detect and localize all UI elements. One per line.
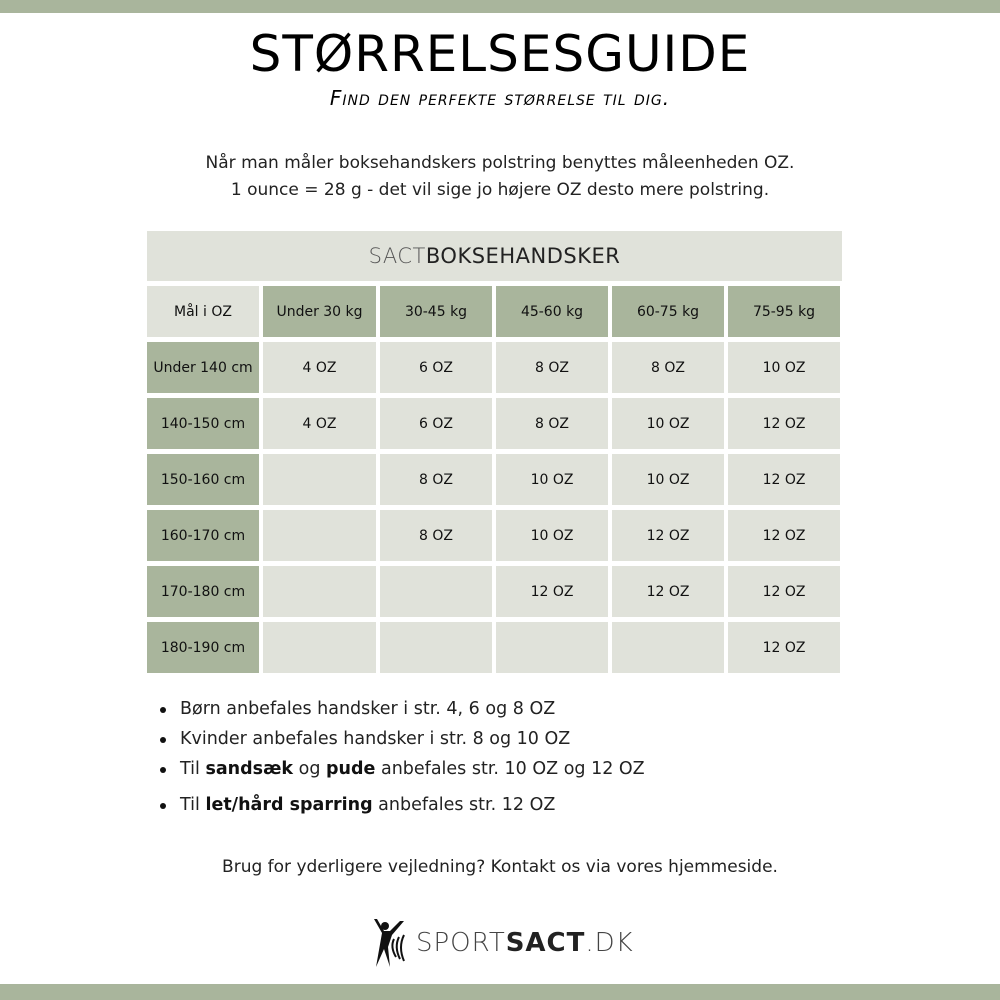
table-title bbox=[147, 231, 842, 281]
table-cell: 8 OZ bbox=[496, 398, 608, 449]
table-cell bbox=[380, 622, 492, 673]
table-cell: 4 OZ bbox=[263, 342, 376, 393]
table-cell bbox=[380, 566, 492, 617]
table-cell: 8 OZ bbox=[612, 342, 724, 393]
table-cell bbox=[263, 566, 376, 617]
list-item: Kvinder anbefales handsker i str. 8 og 10 OZ bbox=[160, 724, 645, 754]
table-cell: 4 OZ bbox=[263, 398, 376, 449]
table-cell: 10 OZ bbox=[612, 454, 724, 505]
row-header: 150-160 cm bbox=[147, 454, 259, 505]
intro-line-1: Når man måler boksehandskers polstring benyttes måleenheden OZ. bbox=[205, 153, 795, 173]
help-text: Brug for yderligere vejledning? Kontakt os via vores hjemmeside. bbox=[222, 857, 778, 877]
size-table bbox=[147, 231, 842, 673]
table-cell bbox=[263, 622, 376, 673]
table-cell: 6 OZ bbox=[380, 342, 492, 393]
table-title-brand: SACT bbox=[368, 244, 426, 268]
size-grid bbox=[147, 286, 842, 673]
column-header: 30-45 kg bbox=[380, 286, 492, 337]
table-cell: 10 OZ bbox=[496, 454, 608, 505]
table-title-text: BOKSEHANDSKER bbox=[425, 244, 621, 268]
page-title: STØRRELSESGUIDE bbox=[249, 25, 751, 83]
list-item: Til let/hård sparring anbefales str. 12 OZ bbox=[160, 790, 645, 820]
table-cell: 12 OZ bbox=[728, 510, 840, 561]
table-cell: 10 OZ bbox=[612, 398, 724, 449]
top-band bbox=[0, 0, 1000, 13]
bottom-band bbox=[0, 984, 1000, 1000]
sportsact-logo[interactable] bbox=[370, 917, 634, 969]
column-header: 45-60 kg bbox=[496, 286, 608, 337]
table-cell bbox=[263, 454, 376, 505]
athlete-figure-icon bbox=[370, 917, 410, 969]
page-subtitle: Find den perfekte størrelse til dig. bbox=[329, 86, 671, 110]
table-cell: 10 OZ bbox=[496, 510, 608, 561]
table-cell: 12 OZ bbox=[728, 566, 840, 617]
table-cell: 8 OZ bbox=[380, 510, 492, 561]
list-item: Til sandsæk og pude anbefales str. 10 OZ og 12 OZ bbox=[160, 754, 645, 784]
table-cell: 12 OZ bbox=[728, 398, 840, 449]
table-cell: 8 OZ bbox=[496, 342, 608, 393]
table-cell: 12 OZ bbox=[612, 566, 724, 617]
table-cell: 6 OZ bbox=[380, 398, 492, 449]
corner-cell: Mål i OZ bbox=[147, 286, 259, 337]
row-header: 180-190 cm bbox=[147, 622, 259, 673]
table-cell: 12 OZ bbox=[496, 566, 608, 617]
row-header: 170-180 cm bbox=[147, 566, 259, 617]
column-header: 75-95 kg bbox=[728, 286, 840, 337]
column-header: Under 30 kg bbox=[263, 286, 376, 337]
intro-text bbox=[0, 150, 1000, 204]
table-cell bbox=[612, 622, 724, 673]
table-cell: 8 OZ bbox=[380, 454, 492, 505]
table-cell bbox=[263, 510, 376, 561]
list-item: Børn anbefales handsker i str. 4, 6 og 8 OZ bbox=[160, 694, 645, 724]
column-header: 60-75 kg bbox=[612, 286, 724, 337]
table-cell bbox=[496, 622, 608, 673]
table-cell: 12 OZ bbox=[612, 510, 724, 561]
logo-text: SPORTSACT.DK bbox=[416, 928, 634, 958]
row-header: 160-170 cm bbox=[147, 510, 259, 561]
table-cell: 12 OZ bbox=[728, 454, 840, 505]
intro-line-2: 1 ounce = 28 g - det vil sige jo højere OZ desto mere polstring. bbox=[230, 180, 770, 200]
row-header: Under 140 cm bbox=[147, 342, 259, 393]
recommendation-list bbox=[160, 694, 645, 820]
table-cell: 10 OZ bbox=[728, 342, 840, 393]
table-cell: 12 OZ bbox=[728, 622, 840, 673]
row-header: 140-150 cm bbox=[147, 398, 259, 449]
